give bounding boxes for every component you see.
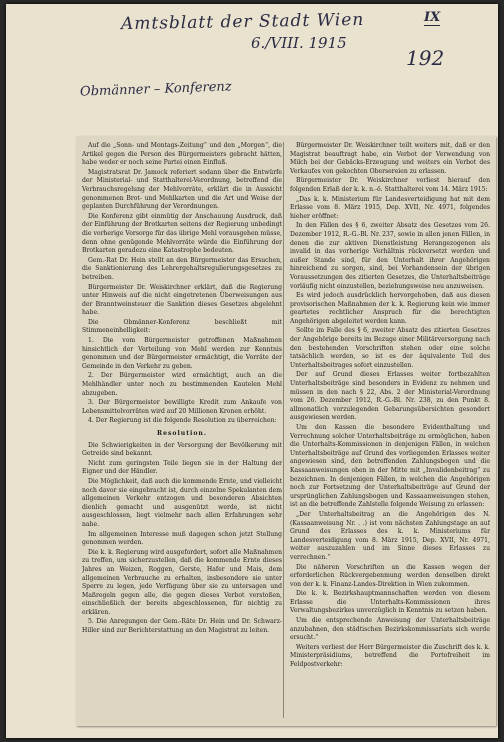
column-divider bbox=[283, 142, 284, 718]
paragraph: Die k. k. Bezirkshauptmannschaften werden von diesem Erlasse die Unterhalts-Kommissionen ihres Verwaltungsbezirkes unverzüglich in Kenntnis zu setzen haben. bbox=[290, 590, 490, 615]
handwritten-roman-numeral: IX bbox=[424, 10, 441, 25]
paragraph: Sollte im Falle des § 6, zweiter Absatz des zitierten Gesetzes der Angehörige bereits im Bezuge einer Militärversorgung nach den bestehenden Vorschriften stehen oder eine solche tatsächlich werden, so ist es der äquivalente Teil des Unterhaltsbeitrages sofort einzustellen. bbox=[290, 327, 490, 369]
paragraph: Magistratsrat Dr. Jamock referiert sodann über die Entwürfe der Ministerial- und Statthalterei-Verordnung, betreffend die Verbrauchsregelung der Mehlvorräte, erklärt die in Aussicht genommenen Brot- und Mehlkarten und die Art und Weise der geplanten Durchführung der Verordnungen. bbox=[82, 168, 282, 211]
clipping-left-column bbox=[82, 142, 282, 718]
paragraph: Bürgermeister Dr. Weiskirchner teilt weiters mit, daß er den Magistrat beauftragt habe, ein Verbot der Verwendung von Milch bei der Gebäcks-Erzeugung und weiters ein Verbot des Verkaufes von gekochten Obersereien zu erlassen. bbox=[290, 142, 490, 175]
paragraph: Weiters verliest der Herr Bürgermeister die Zuschrift des k. k. Ministerpräsidiums, betreffend die Portofreiheit im Feldpostverkehr: bbox=[290, 643, 490, 669]
paragraph: „Das k. k. Ministerium für Landesverteidigung hat mit dem Erlasse vom 8. März 1915, Dep. XVII, Nr. 4971, folgendes hieher eröffnet: bbox=[290, 195, 490, 220]
paragraph: Gem.-Rat Dr. Hein stellt an den Bürgermeister das Ersuchen, die Sanktionierung des Lehrergehaltsregulierungsgesetzes zu betreiben. bbox=[82, 256, 282, 281]
clipping-right-column bbox=[290, 142, 490, 718]
paragraph: Die Obmänner-Konferenz beschließt mit Stimmeneinhelligkeit: bbox=[82, 318, 282, 335]
paragraph: 3. Der Bürgermeister bewilligte Kredit zum Ankaufe von Lebensmittelvorräten wird auf 20 Millionen Kronen erhöht. bbox=[82, 399, 282, 415]
paragraph: Auf die „Sonn- und Montags-Zeitung“ und den „Morgen“, die Artikel gegen die Person des Bürgermeisters gebracht hätten, habe weder er noch seine Partei einen Einfluß. bbox=[82, 142, 282, 167]
paragraph: 4. Der Regierung ist die folgende Resolution zu überreichen: bbox=[88, 417, 277, 425]
handwritten-page-number: 192 bbox=[406, 46, 445, 70]
handwritten-date: 6./VIII. 1915 bbox=[251, 34, 347, 52]
paragraph: Um die entsprechende Anweisung der Unterhaltsbeiträge anzubahnen, den städtischen Bezirkskommissariats sich werde ersucht.“ bbox=[290, 617, 490, 642]
paragraph: „Der Unterhaltsbeitrag an die Angehörigen des N. (Kassaanweisung Nr. . .) ist vom nächsten Zahlungstage an auf Grund des Erlasses des k. k. Ministeriums für Landesverteidigung vom 8. März 1915, Dep. XVII, Nr. 4971, weiter auszuzahlen und im Sinne dieses Erlasses zu verrechnen.“ bbox=[290, 510, 490, 561]
paragraph: Die Möglichkeit, daß auch die kommende Ernte, und vielleicht noch davor sie eingebracht ist, durch einzelne Spekulanten dem allgemeinen Verkehr entzogen und besonderen Absichten dienlich gemacht und ausgenützt werde, ist nicht ausgeschlossen, liegt vielmehr nach allen Erfahrungen sehr nahe. bbox=[82, 477, 282, 528]
paragraph: Bürgermeister Dr. Weiskirchner verliest hierauf den folgenden Erlaß der k. k. n.-ö. Statthalterei vom 14. März 1915: bbox=[290, 177, 490, 193]
paragraph: Nicht zum geringsten Teile liegen sie in der Haltung der Eigner und der Händler. bbox=[82, 459, 282, 476]
paragraph: Es wird jedoch ausdrücklich hervorgehoben, daß aus diesen provisorischen Maßnahmen der k. k. Regierung kein wie immer geartetes rechtlicher Anspruch für die berechtigten Angehörigen abgeleitet werden kann. bbox=[290, 292, 490, 325]
paragraph: Der auf Grund dieses Erlasses weiter fortbezahlten Unterhaltsbeiträge sind besonders in Evidenz zu nehmen und müssen in den nach § 22, Abs. 2 der Ministerial-Verordnung vom 26. Dezember 1912, R.-G.-Bl. Nr. 238, zu den Punkt 8. allmonatlich vorzulegenden Gebarungsübersichten gesondert ausgewiesen werden. bbox=[290, 371, 490, 422]
paragraph: In den Fällen des § 6, zweiter Absatz des Gesetzes vom 26. Dezember 1912, R.-G.-Bl. Nr. 237, sowie in allen jenen Fällen, in denen die zur aktiven Dienstleistung Herangezogenen als invalid in das vorherige Verhältnis rückversetzt werden und außer Stande sind, für den Unterhalt ihrer Angehörigen hinreichend zu sorgen, sind, bei Vorhandensein der übrigen Voraussetzungen des zitierten Gesetzes, die Unterhaltsbeiträge vorläufig nicht einzustellen, beziehungsweise neu anzuweisen. bbox=[290, 222, 490, 290]
paragraph: Die k. k. Regierung wird ausgefordert, sofort alle Maßnahmen zu treffen, um sicherzustellen, daß die kommende Ernte dieses Jahres an Weizen, Roggen, Gerste, Hafer und Mais, dem allgemeinen Verbrauche zu erhalten, insbesondere sie unter Sperre zu legen, jede Verfügung über sie zu untersagen und Maßregeln gegen alle, die gegen dieses Verbot verstoßen, einschließlich der bereits abgeschlossenen, für nichtig zu erklären. bbox=[82, 548, 282, 616]
archive-page bbox=[6, 4, 498, 738]
paragraph: 1. Die vom Bürgermeister getroffenen Maßnahmen hinsichtlich der Verteilung von Mehl werden zur Kenntnis genommen und der Bürgermeister ermächtigt, die Vorräte der Gemeinde in den Verkehr zu geben. bbox=[82, 337, 282, 370]
paragraph: Die Konferenz gibt einmütig der Anschauung Ausdruck, daß der Einführung der Brotkarten seitens der Regierung unbedingt die vorherige Vorsorge für das übrige Mehl vorausgehen müsse, denn ohne genügende Mehlvorräte würde die Einführung der Brotkarten geradezu eine Katastrophe bedeuten. bbox=[82, 212, 282, 255]
handwritten-subtitle: Obmänner – Konferenz bbox=[79, 79, 232, 100]
newspaper-clipping bbox=[76, 136, 496, 726]
handwritten-title: Amtsblatt der Stadt Wien bbox=[120, 9, 365, 35]
paragraph: Im allgemeinen Interesse muß dagegen schon jetzt Stellung genommen werden. bbox=[82, 530, 282, 547]
paragraph: Bürgermeister Dr. Weiskirchner erklärt, daß die Regierung unter Hinweis auf die nicht eingetretenen Überweisungen aus der Branntweinsteuer die Sanktion dieses Gesetzes abgelehnt habe. bbox=[82, 283, 282, 317]
paragraph: Resolution. bbox=[157, 430, 207, 437]
paragraph: Um den Kassen die besondere Evidenthaltung und Verrechnung solcher Unterhaltsbeiträge zu ermöglichen, haben die Unterhalts-Kommissionen in denjenigen Fällen, in welchen Unterhaltsbeiträge auf Grund des vorliegenden Erlasses weiter angewiesen sind, den betreffenden Zahlungsbogen und die Kassaanweisungen oben in der Mitte mit „Invalidenbeitrag“ zu bezeichnen. In denjenigen Fällen, in welchen die Angehörigen noch zur Fortsetzung der Unterhaltsbeiträge auf Grund der ursprünglichen Zahlungsbogen und Kassaanweisungen stehen, ist an die betreffende Zahlstelle folgende Weisung zu erlassen: bbox=[290, 424, 490, 509]
paragraph: 5. Die Anregungen der Gem.-Räte Dr. Hein und Dr. Schwarz-Hiller sind zur Berichterstattung an den Magistrat zu leiten. bbox=[82, 618, 282, 635]
paragraph: Die Schwierigkeiten in der Versorgung der Bevölkerung mit Getreide sind bekannt. bbox=[82, 441, 282, 458]
paragraph: 2. Der Bürgermeister wird ermächtigt, auch an die Mehlhändler unter noch zu bestimmenden Kautelen Mehl abzugeben. bbox=[82, 372, 282, 397]
paragraph: Die näheren Vorschriften an die Kassen wegen der erforderlichen Rückvergebenmung werden denselben direkt von der k. k. Finanz-Landes-Direktion in Wien zukommen. bbox=[290, 563, 490, 588]
